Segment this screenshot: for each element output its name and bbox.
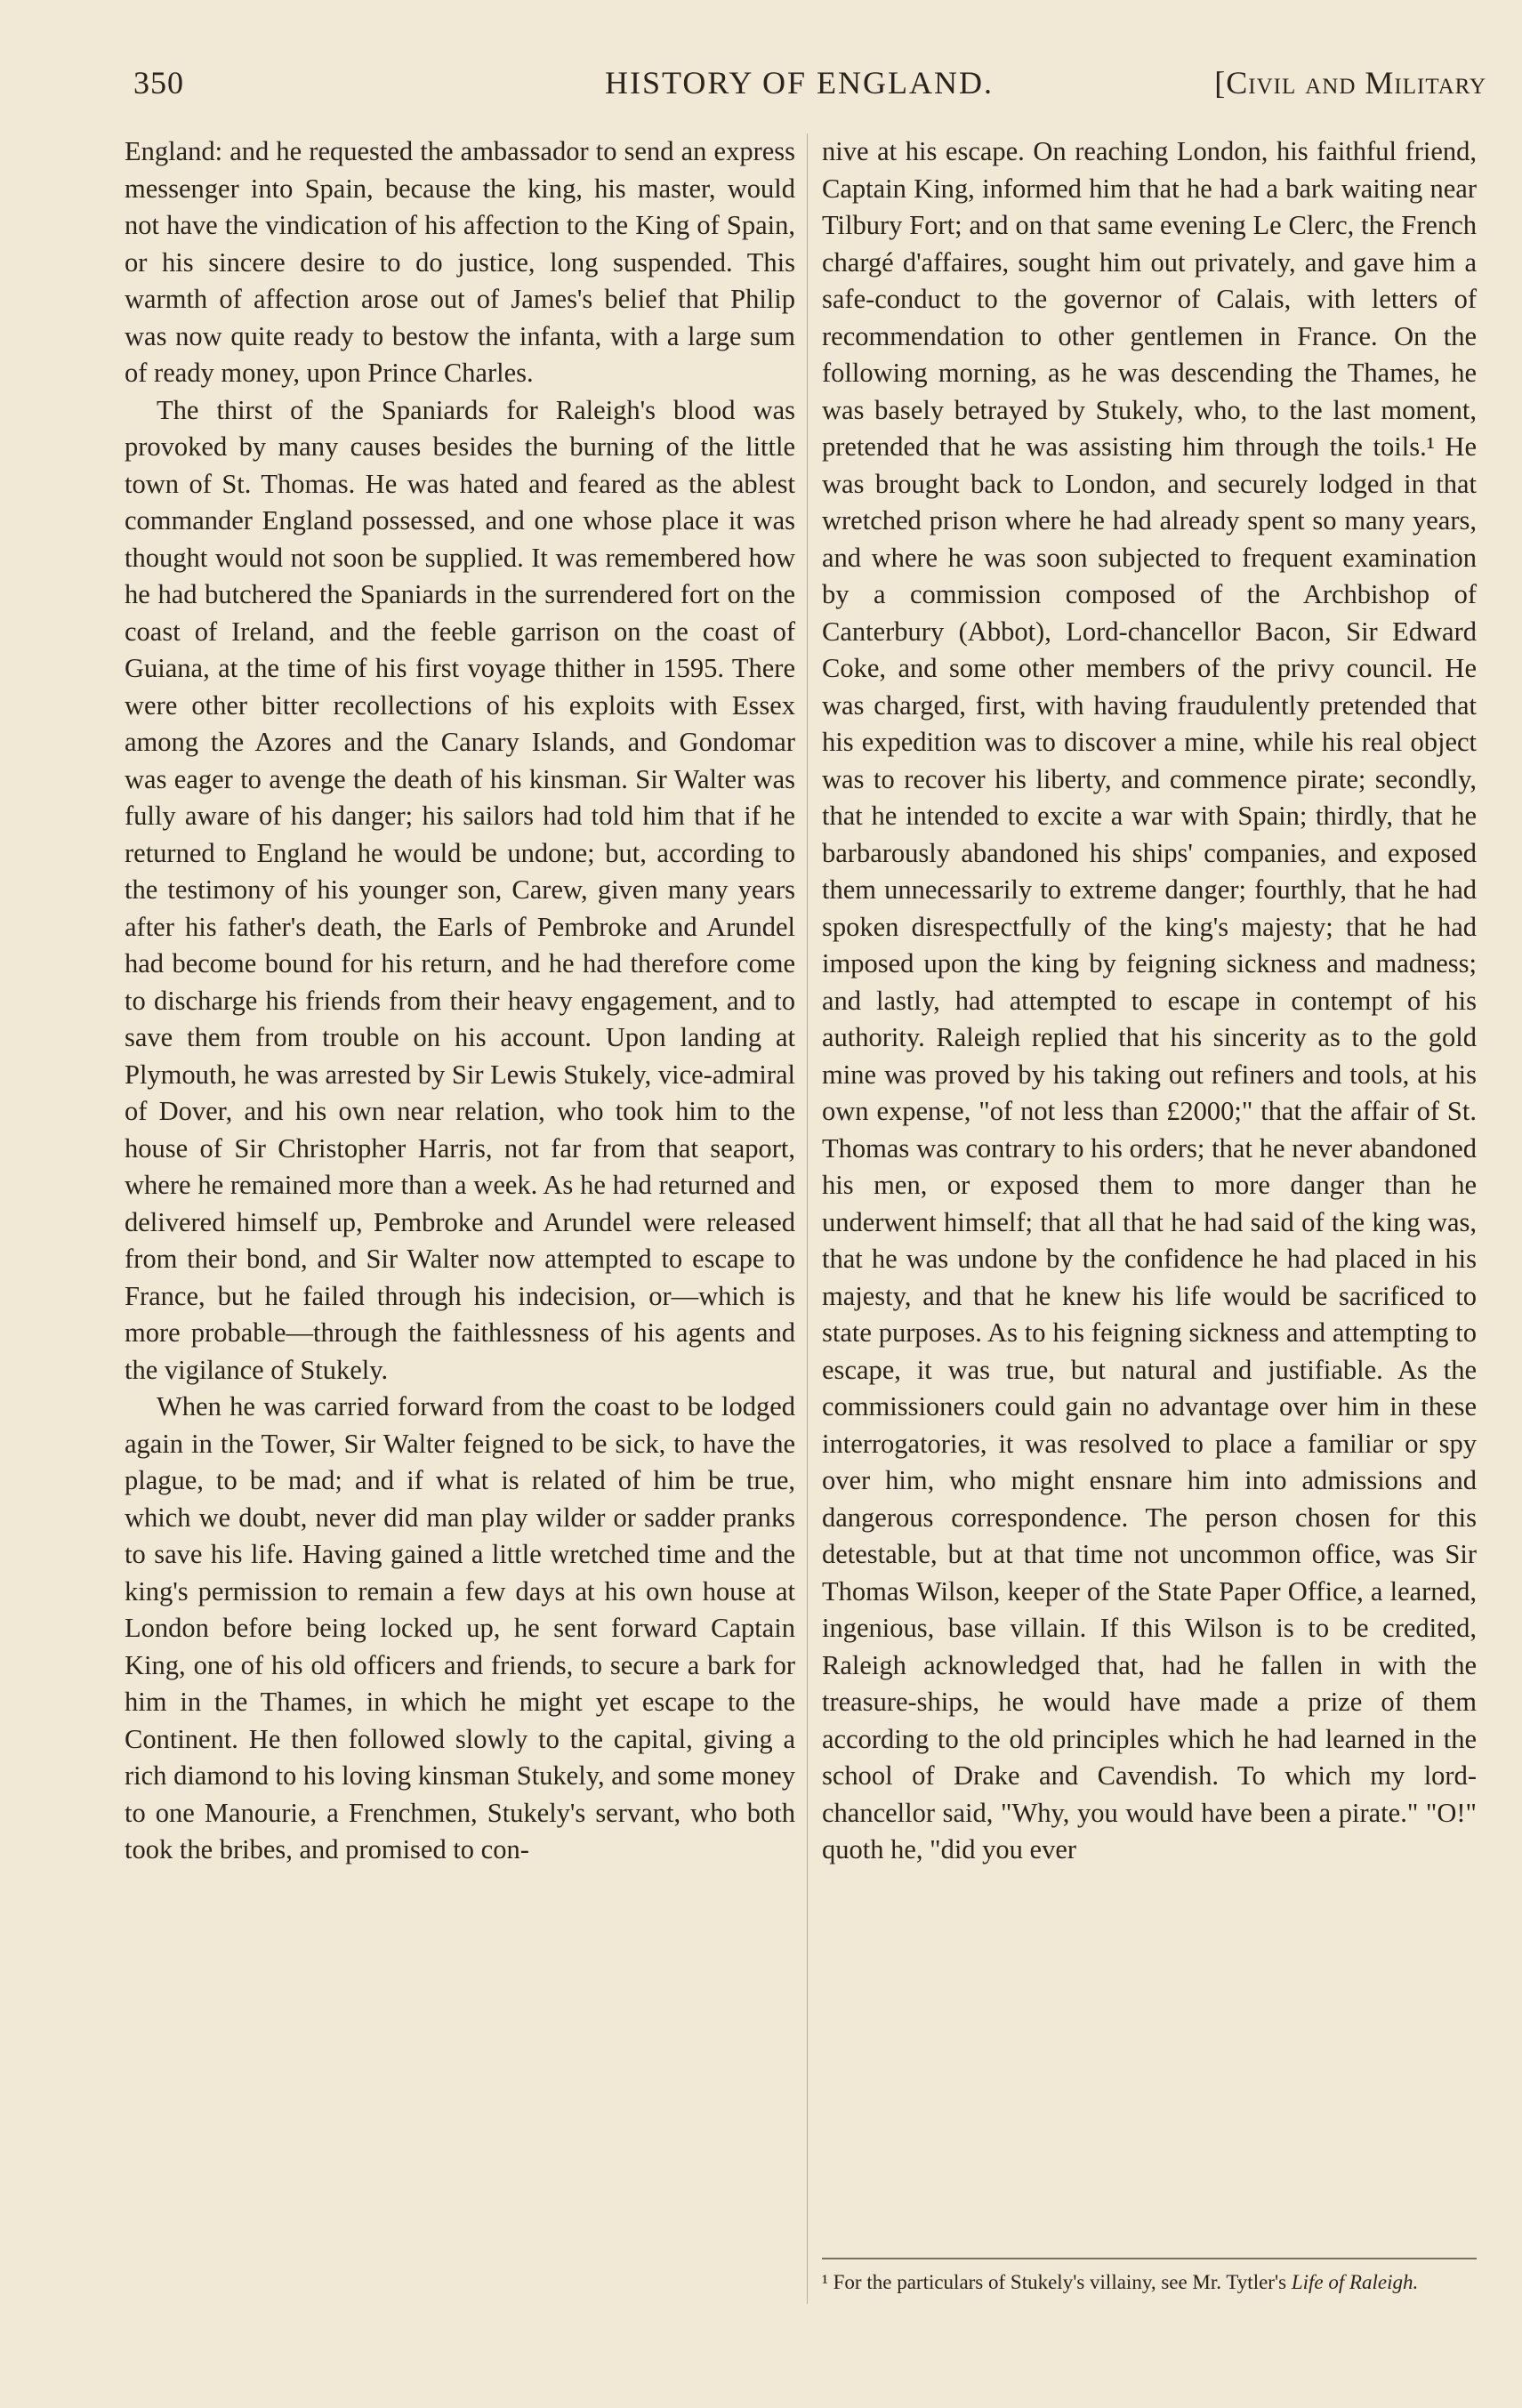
- footnote-citation: Life of Raleigh.: [1291, 2271, 1419, 2293]
- section-tag: [Civil and Military: [1214, 65, 1486, 101]
- page-header: [133, 64, 1486, 117]
- footnote-divider: [822, 2258, 1477, 2259]
- footnote: [822, 2268, 1477, 2296]
- paragraph: nive at his escape. On reaching London, his faithful friend, Captain King, informed him that he had a bark waiting near Tilbury Fort; and on that same evening Le Clerc, the French chargé d'affaires, sought him out privately, and gave him a safe-conduct to the governor of Calais, with letters of recommendation to other gentlemen in France. On the following morning, as he was descending the Thames, he was basely betrayed by Stukely, who, to the last moment, pretended that he was assisting him through the toils.¹ He was brought back to London, and securely lodged in that wretched prison where he had already spent so many years, and where he was soon subjected to frequent examination by a commission composed of the Archbishop of Canterbury (Abbot), Lord-chancellor Bacon, Sir Edward Coke, and some other members of the privy council. He was charged, first, with having fraudulently pretended that his expedition was to discover a mine, while his real object was to recover his liberty, and commence pirate; secondly, that he intended to excite a war with Spain; thirdly, that he barbarously abandoned his ships' companies, and exposed them unnecessarily to extreme danger; fourthly, that he had spoken disrespectfully of the king's majesty; that he had imposed upon the king by feigning sickness and madness; and lastly, had attempted to escape in contempt of his authority. Raleigh replied that his sincerity as to the gold mine was proved by his taking out refiners and tools, at his own expense, "of not less than £2000;" that the affair of St. Thomas was contrary to his orders; that he never abandoned his men, or exposed them to more danger than he underwent himself; that all that he had said of the king was, that he was undone by the confidence he had placed in his majesty, and that he knew his life would be sacrificed to state purposes. As to his feigning sickness and attempting to escape, it was true, but natural and justifiable. As the commissioners could gain no advantage over him in these interrogatories, it was resolved to place a familiar or spy over him, who might ensnare him into admissions and dangerous correspondence. The person chosen for this detestable, but at that time not uncommon office, was Sir Thomas Wilson, keeper of the State Paper Office, a learned, ingenious, base villain. If this Wilson is to be credited, Raleigh acknowledged that, had he fallen in with the treasure-ships, he would have made a prize of them according to the old principles which he had learned in the school of Drake and Cavendish. To which my lord-chancellor said, "Why, you would have been a pirate." "O!" quoth he, "did you ever: [822, 136, 1477, 1864]
- left-column: [125, 133, 795, 1869]
- right-column: [822, 133, 1477, 1869]
- column-divider: [807, 133, 808, 2304]
- paragraph: The thirst of the Spaniards for Raleigh's blood was provoked by many causes besides the burning of the little town of St. Thomas. He was hated and feared as the ablest commander England possessed, and one whose place it was thought would not soon be supplied. It was remembered how he had butchered the Spaniards in the surrendered fort on the coast of Ireland, and the feeble garrison on the coast of Guiana, at the time of his first voyage thither in 1595. There were other bitter recollections of his exploits with Essex among the Azores and the Canary Islands, and Gondomar was eager to avenge the death of his kinsman. Sir Walter was fully aware of his danger; his sailors had told him that if he returned to England he would be undone; but, according to the testimony of his younger son, Carew, given many years after his father's death, the Earls of Pembroke and Arundel had become bound for his return, and he had therefore come to discharge his friends from their heavy engagement, and to save them from trouble on his account. Upon landing at Plymouth, he was arrested by Sir Lewis Stukely, vice-admiral of Dover, and his own near relation, who took him to the house of Sir Christopher Harris, not far from that seaport, where he remained more than a week. As he had returned and delivered himself up, Pembroke and Arundel were released from their bond, and Sir Walter now attempted to escape to France, but he failed through his indecision, or—which is more probable—through the faithlessness of his agents and the vigilance of Stukely.: [125, 394, 795, 1385]
- page-number: 350: [133, 65, 184, 101]
- paragraph: When he was carried forward from the coast to be lodged again in the Tower, Sir Walter feigned to be sick, to have the plague, to be mad; and if what is related of him be true, which we doubt, never did man play wilder or sadder pranks to save his life. Having gained a little wretched time and the king's permission to remain a few days at his own house at London before being locked up, he sent forward Captain King, one of his old officers and friends, to secure a bark for him in the Thames, in which he might yet escape to the Continent. He then followed slowly to the capital, giving a rich diamond to his loving kinsman Stukely, and some money to one Manourie, a Frenchmen, Stukely's servant, who both took the bribes, and promised to con-: [125, 1391, 795, 1864]
- paragraph: England: and he requested the ambassador to send an express messenger into Spain, because the king, his master, would not have the vindication of his affection to the King of Spain, or his sincere desire to do justice, long suspended. This warmth of affection arose out of James's belief that Philip was now quite ready to bestow the infanta, with a large sum of ready money, upon Prince Charles.: [125, 136, 795, 388]
- running-title: HISTORY OF ENGLAND.: [605, 65, 995, 101]
- footnote-text: ¹ For the particulars of Stukely's villainy, see Mr. Tytler's: [822, 2271, 1287, 2293]
